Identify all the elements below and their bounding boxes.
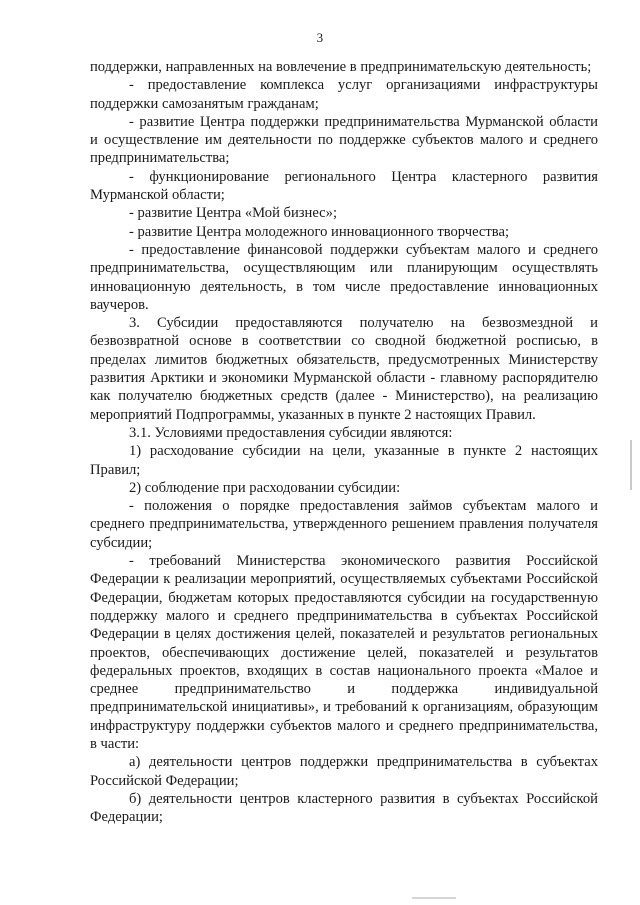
- paragraph: - функционирование регионального Центра кластерного развития Мурманской области;: [90, 168, 598, 204]
- paragraph: - развитие Центра «Мой бизнес»;: [129, 205, 338, 222]
- paragraph: - предоставление комплекса услуг организациями инфраструктуры поддержки самозанятым гражданам;: [90, 77, 598, 112]
- document-body: [90, 58, 598, 826]
- paragraph: - положения о порядке предоставления займов субъектам малого и среднего предпринимательства, утвержденного решением правления получателя субсидии;: [90, 498, 598, 551]
- paragraph: а) деятельности центров поддержки предпринимательства в субъектах Российской Федерации;: [90, 754, 598, 789]
- page-number: 3: [316, 30, 324, 45]
- scan-artifact-bottom: [412, 897, 456, 899]
- paragraph: - требований Министерства экономического развития Российской Федерации к реализации мероприятий, осуществляемых субъектами Российской Федерации, бюджетам которых предоставляются субсидии на государственную поддержку малого и среднего предпринимательства в субъектах Российской Федерации в целях достижения целей, показателей и результатов региональных проектов, обеспечивающих достижение целей, показателей и результатов федеральных проектов, входящих в состав национального проекта «Малое и среднее предпринимательство и поддержка индивидуальной предпринимательской инициативы», и требований к организациям, образующим инфраструктуру поддержки субъектов малого и среднего предпринимательства, в части:: [90, 553, 598, 752]
- paragraph: - развитие Центра поддержки предпринимательства Мурманской области и осуществление им деятельности по поддержке субъектов малого и среднего предпринимательства;: [90, 113, 598, 167]
- paragraph: - предоставление финансовой поддержки субъектам малого и среднего предпринимательства, осуществляющим или планирующим осуществлять инновационную деятельность, в том числе предоставление инновационных ваучеров.: [90, 241, 598, 313]
- paragraph: поддержки, направленных на вовлечение в предпринимательскую деятельность;: [90, 59, 592, 75]
- paragraph: 2) соблюдение при расходовании субсидии:: [129, 479, 401, 496]
- paragraph: 1) расходование субсидии на цели, указанные в пункте 2 настоящих Правил;: [90, 443, 598, 478]
- scan-artifact-right: [630, 440, 632, 490]
- paragraph: - развитие Центра молодежного инновационного творчества;: [129, 223, 509, 240]
- paragraph: б) деятельности центров кластерного развития в субъектах Российской Федерации;: [90, 790, 598, 826]
- paragraph: 3.1. Условиями предоставления субсидии являются:: [129, 424, 453, 441]
- paragraph: 3. Субсидии предоставляются получателю на безвозмездной и безвозвратной основе в соответствии со сводной бюджетной росписью, в пределах лимитов бюджетных обязательств, предусмотренных Министерству развития Арктики и экономики Мурманской области - главному распорядителю как получателю бюджетных средств (далее - Министерство), на реализацию мероприятий Подпрограммы, указанных в пункте 2 настоящих Правил.: [90, 315, 598, 423]
